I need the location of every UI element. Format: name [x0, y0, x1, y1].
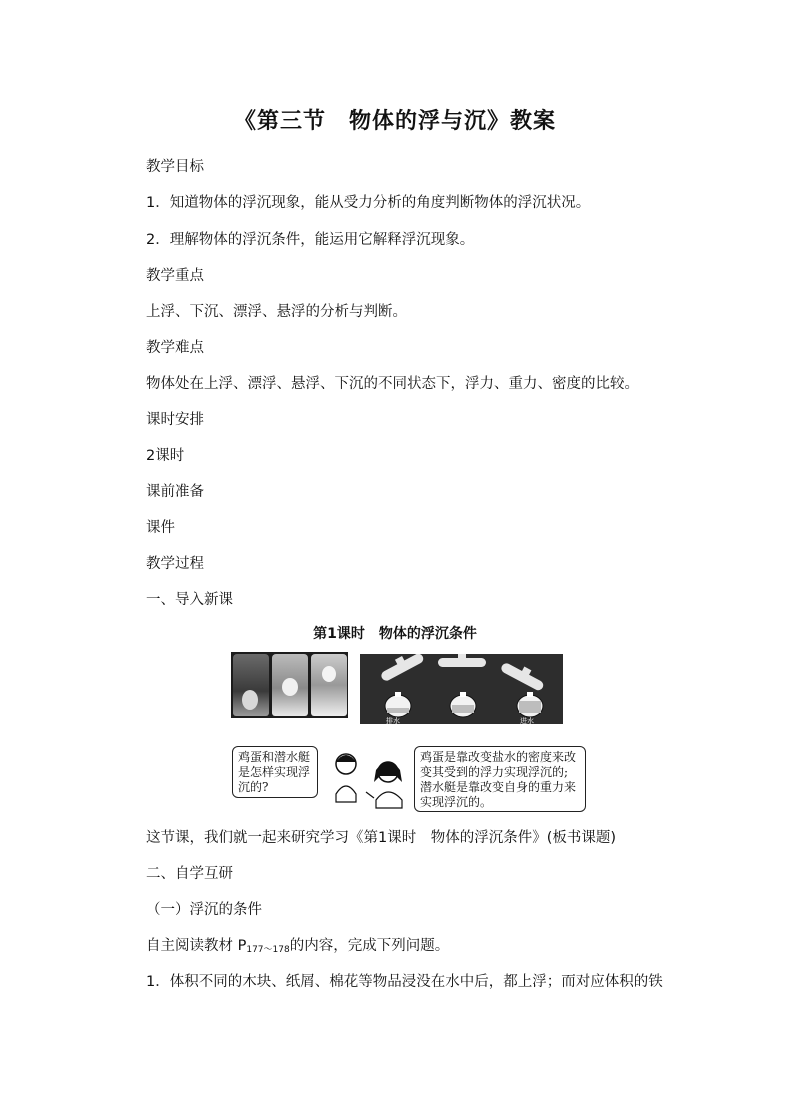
goal-1: 1．知道物体的浮沉现象，能从受力分析的角度判断物体的浮沉状况。	[146, 195, 591, 211]
answer-bubble: 鸡蛋是靠改变盐水的密度来改变其受到的浮力实现浮沉的;潜水艇是靠改变自身的重力来实现浮沉的。	[414, 746, 586, 812]
page-title: 《第三节 物体的浮与沉》教案	[233, 108, 556, 134]
label-intake: 进水	[520, 717, 534, 724]
reading-pages: 177～178	[246, 945, 290, 955]
intro-text: 这节课，我们就一起来研究学习《第1课时 物体的浮沉条件》(板书课题)	[146, 830, 617, 846]
difficulty-text: 物体处在上浮、漂浮、悬浮、下沉的不同状态下，浮力、重力、密度的比较。	[146, 376, 639, 392]
egg-jars-photo	[231, 652, 348, 718]
prep-text: 课件	[146, 520, 175, 536]
process-heading: 教学过程	[146, 556, 204, 572]
reading-suffix: 的内容，完成下列问题。	[289, 938, 450, 954]
lesson-title: 第1课时 物体的浮沉条件	[313, 626, 477, 642]
submarine-icon	[360, 654, 563, 724]
label-drain: 排水	[386, 717, 400, 724]
prep-heading: 课前准备	[146, 484, 204, 500]
reading-prefix: 自主阅读教材 P	[146, 938, 247, 954]
key-heading: 教学重点	[146, 268, 204, 284]
difficulty-heading: 教学难点	[146, 340, 204, 356]
key-text: 上浮、下沉、漂浮、悬浮的分析与判断。	[146, 304, 407, 320]
item-1: 1．体积不同的木块、纸屑、棉花等物品浸没在水中后，都上浮；而对应体积的铁	[146, 974, 663, 990]
sub-1-heading: （一）浮沉的条件	[146, 902, 262, 918]
teacher-student-icon	[318, 748, 418, 812]
goal-2: 2．理解物体的浮沉条件，能运用它解释浮沉现象。	[146, 232, 475, 248]
goals-heading: 教学目标	[146, 159, 204, 175]
schedule-text: 2课时	[146, 448, 185, 464]
question-bubble: 鸡蛋和潜水艇是怎样实现浮沉的?	[232, 746, 318, 798]
schedule-heading: 课时安排	[146, 412, 204, 428]
part-1-heading: 一、导入新课	[146, 592, 233, 608]
submarine-diagram	[360, 654, 563, 724]
part-2-heading: 二、自学互研	[146, 866, 233, 882]
reading-text	[146, 934, 449, 955]
